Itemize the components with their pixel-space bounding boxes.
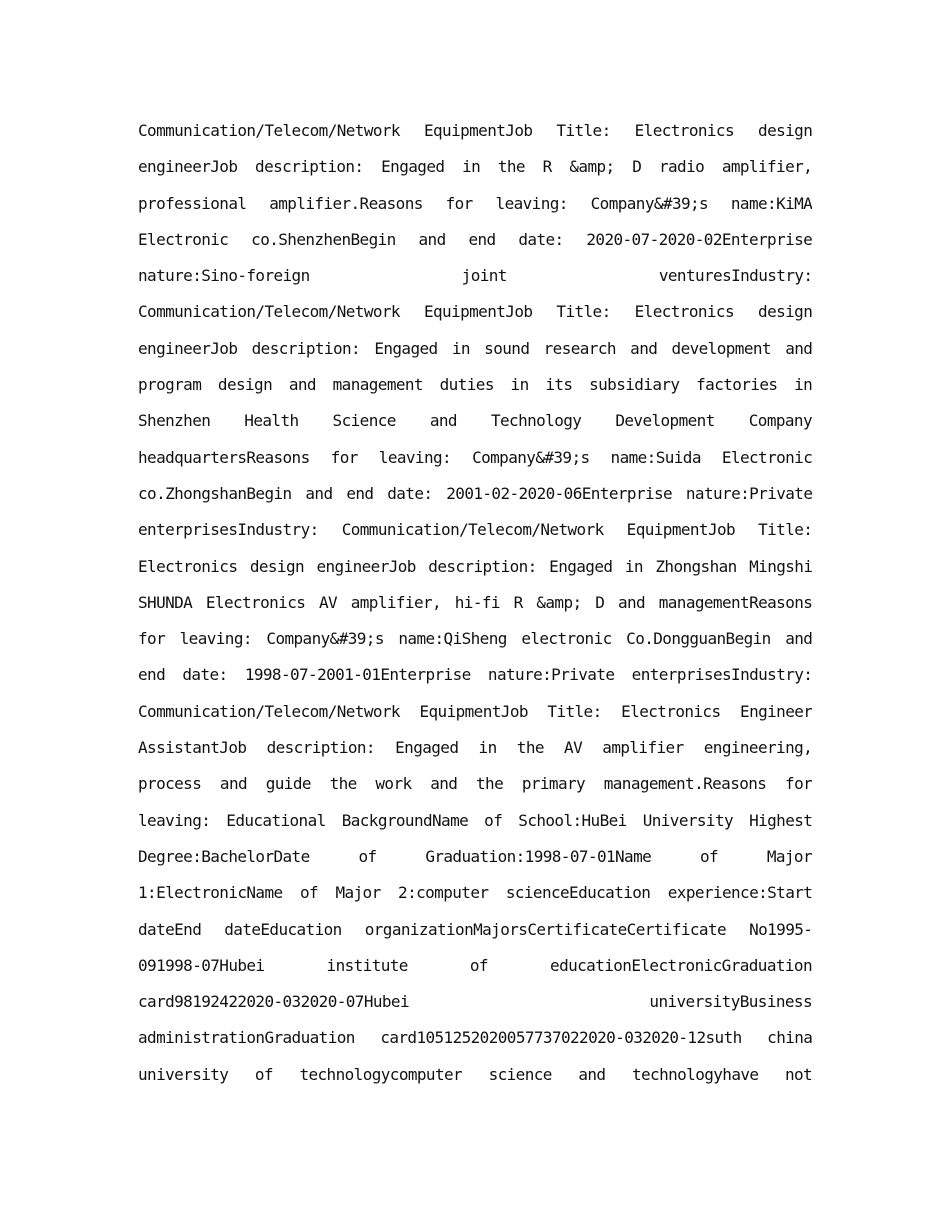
text-line: for leaving: Company&#39;s name:QiSheng electronic Co.DongguanBegin and <box>138 629 812 649</box>
text-line: engineerJob description: Engaged in the R &amp; D radio amplifier, <box>138 157 812 177</box>
text-line: 091998-07Hubei institute of educationElectronicGraduation <box>138 955 812 975</box>
text-line: 1:ElectronicName of Major 2:computer scienceEducation experience:Start <box>138 883 812 903</box>
text-line: nature:Sino-foreign joint venturesIndustry: <box>138 266 812 286</box>
text-line: university of technologycomputer science and technologyhave not <box>138 1064 812 1084</box>
text-line: Communication/Telecom/Network EquipmentJob Title: Electronics design <box>138 121 812 140</box>
text-line: engineerJob description: Engaged in sound research and development and <box>138 338 812 358</box>
body-text <box>138 113 812 1093</box>
text-line: Communication/Telecom/Network EquipmentJob Title: Electronics Engineer <box>138 701 812 721</box>
text-line: dateEnd dateEducation organizationMajorsCertificateCertificate No1995- <box>138 919 812 939</box>
text-line: Shenzhen Health Science and Technology Development Company <box>138 411 812 431</box>
text-line: professional amplifier.Reasons for leaving: Company&#39;s name:KiMA <box>138 193 812 213</box>
text-line: program design and management duties in its subsidiary factories in <box>138 375 812 395</box>
text-line: AssistantJob description: Engaged in the AV amplifier engineering, <box>138 738 812 758</box>
text-line: process and guide the work and the primary management.Reasons for <box>138 774 812 794</box>
text-line: card98192422020-032020-07Hubei universityBusiness <box>138 992 812 1012</box>
text-line: headquartersReasons for leaving: Company&#39;s name:Suida Electronic <box>138 447 812 467</box>
text-line: Electronic co.ShenzhenBegin and end date: 2020-07-2020-02Enterprise <box>138 229 812 249</box>
text-line: co.ZhongshanBegin and end date: 2001-02-2020-06Enterprise nature:Private <box>138 483 812 503</box>
text-line: administrationGraduation card105125202005773702202​0-032020-12suth china <box>138 1028 812 1048</box>
text-line: enterprisesIndustry: Communication/Telecom/Network EquipmentJob Title: <box>138 520 812 540</box>
text-line: Degree:BachelorDate of Graduation:1998-07-01Name of Major <box>138 846 812 866</box>
text-line: leaving: Educational BackgroundName of School:HuBei University Highest <box>138 810 812 830</box>
text-line: SHUNDA Electronics AV amplifier, hi-fi R &amp; D and managementReasons <box>138 592 812 612</box>
text-line: Electronics design engineerJob description: Engaged in Zhongshan Mingshi <box>138 556 812 576</box>
text-line: end date: 1998-07-2001-01Enterprise nature:Private enterprisesIndustry: <box>138 665 812 685</box>
text-line: Communication/Telecom/Network EquipmentJob Title: Electronics design <box>138 302 812 322</box>
